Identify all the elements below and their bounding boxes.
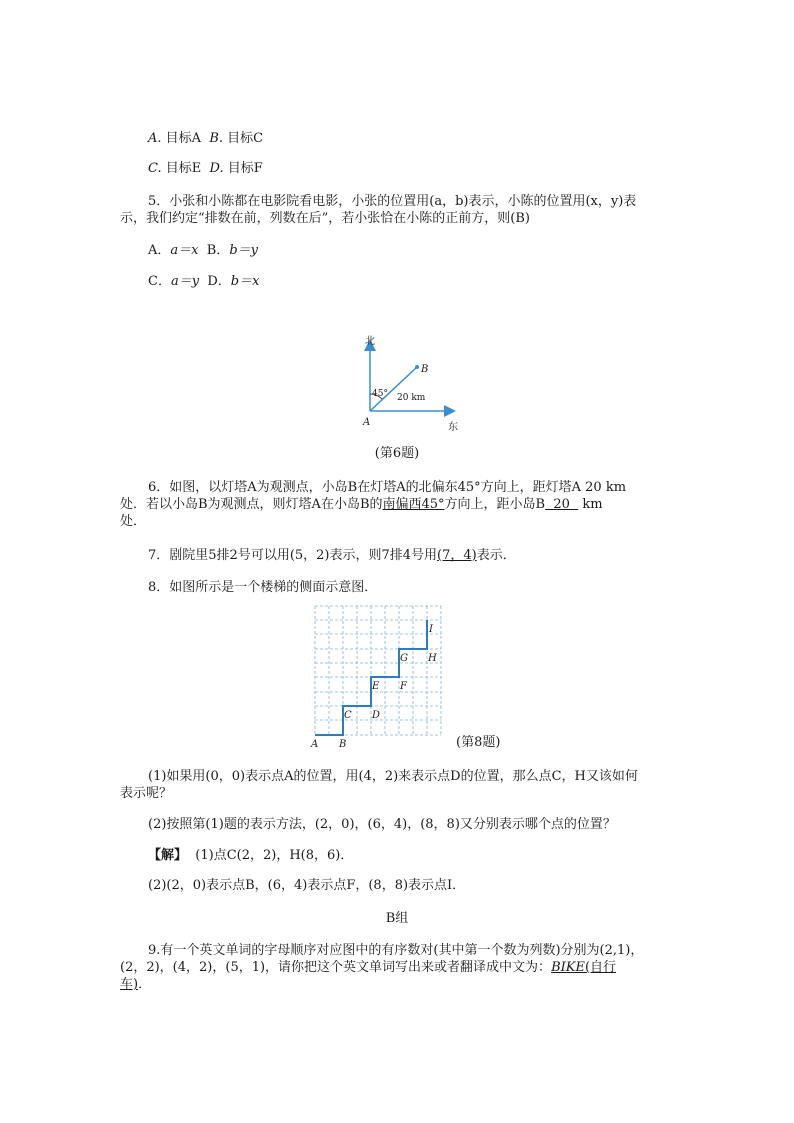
q8-sub2: (2)按照第(1)题的表示方法，(2，0)，(6，4)，(8，8)又分别表示哪个点的位置？ bbox=[148, 817, 616, 832]
point-f-label: F bbox=[400, 681, 407, 692]
north-label: 北 bbox=[365, 336, 375, 347]
q6-stem-line-2 bbox=[120, 497, 603, 513]
q9-answer-cn-2: 车) bbox=[120, 977, 139, 992]
point-g-label: G bbox=[400, 653, 408, 664]
q4-option-b-text: 目标C bbox=[227, 131, 264, 146]
q5-option-d-letter: D． bbox=[207, 274, 231, 289]
q6-unit: km bbox=[582, 497, 603, 512]
q5-option-c-letter: C． bbox=[148, 274, 171, 289]
q5-stem-line-1: 5．小张和小陈都在电影院看电影，小张的位置用(a，b)表示，小陈的位置用(x，y)表 bbox=[148, 194, 637, 209]
point-a-label: A bbox=[311, 739, 319, 750]
q5-option-c-expr: a＝y bbox=[170, 274, 200, 289]
q5-option-d-expr: b＝x bbox=[230, 274, 260, 289]
solution-part-1: (1)点C(2，2)，H(8，6)． bbox=[195, 848, 354, 863]
q8-stem: 8．如图所示是一个楼梯的侧面示意图． bbox=[148, 580, 378, 595]
point-a-label: A bbox=[363, 417, 371, 428]
point-b-label: B bbox=[421, 364, 429, 375]
q4-option-row-1 bbox=[148, 131, 263, 147]
q5-stem-line-2: 示，我们约定“排数在前，列数在后”，若小张恰在小陈的正前方，则(B) bbox=[120, 211, 530, 226]
q4-option-c-text: 目标E bbox=[165, 161, 202, 176]
point-b-dot bbox=[415, 365, 419, 369]
q9-stem-line-1: 9.有一个英文单词的字母顺序对应图中的有序数对(其中第一个数为列数)分别为(2,1)， bbox=[148, 943, 644, 958]
figure-6-caption: (第6题) bbox=[374, 446, 420, 461]
q5-options-row-1 bbox=[148, 243, 258, 259]
q5-option-a-letter: A． bbox=[148, 243, 171, 258]
point-b-label: B bbox=[339, 739, 347, 750]
solution-label: 【解】 bbox=[148, 848, 188, 863]
q5-options-row-2 bbox=[148, 274, 259, 290]
q4-option-d-text: 目标F bbox=[227, 161, 263, 176]
q9-stem-line-2 bbox=[120, 960, 616, 976]
point-h-label: H bbox=[428, 653, 437, 664]
figure-8-staircase-grid bbox=[305, 602, 455, 750]
q9-post: ． bbox=[138, 977, 152, 992]
group-b-heading: B组 bbox=[385, 911, 409, 926]
q5-option-a-expr: a＝x bbox=[170, 243, 199, 258]
point-d-label: D bbox=[372, 710, 381, 721]
q8-solution-line-2: (2)(2，0)表示点B，(6，4)表示点F，(8，8)表示点I． bbox=[148, 878, 466, 893]
q7-post: 表示． bbox=[476, 548, 516, 563]
q7-answer: (7，4) bbox=[437, 548, 477, 563]
figure-6-direction-diagram bbox=[355, 330, 465, 440]
figure-8-caption: (第8题) bbox=[456, 735, 501, 750]
q5-option-b-letter: B． bbox=[206, 243, 230, 258]
q4-option-a-letter: A. bbox=[148, 131, 162, 146]
point-c-label: C bbox=[344, 710, 352, 721]
q6-answer-distance bbox=[545, 497, 578, 512]
q6-stem-line-1: 6．如图，以灯塔A为观测点，小岛B在灯塔A的北偏东45°方向上，距灯塔A 20 km bbox=[148, 480, 627, 495]
q9-stem-line-3 bbox=[120, 977, 151, 993]
q6-stem-mid: 方向上，距小岛B bbox=[444, 497, 546, 512]
q7-stem bbox=[148, 548, 516, 564]
q6-stem-pre: 处．若以小岛B为观测点，则灯塔A在小岛B的 bbox=[120, 497, 383, 512]
q9-stem-pre: (2，2)，(4，2)，(5，1)，请你把这个英文单词写出来或者翻译成中文为： bbox=[120, 960, 552, 975]
q8-solution-line-1 bbox=[148, 848, 353, 864]
q4-option-c-letter: C. bbox=[148, 161, 162, 176]
east-label: 东 bbox=[448, 422, 458, 433]
q5-option-b-expr: b＝y bbox=[229, 243, 258, 258]
angle-label: 45° bbox=[372, 389, 388, 399]
distance-label: 20 km bbox=[397, 393, 426, 403]
q9-answer-cn-1: (自行 bbox=[584, 960, 617, 975]
q6-answer-direction: 南偏西45° bbox=[382, 497, 445, 512]
point-i-label: I bbox=[429, 624, 433, 635]
q4-option-row-2 bbox=[148, 161, 263, 177]
q9-answer-word: BIKE bbox=[551, 960, 585, 975]
q4-option-b-letter: B. bbox=[209, 131, 224, 146]
q4-option-a-text: 目标A bbox=[165, 131, 202, 146]
q6-stem-line-3: 处． bbox=[120, 514, 147, 529]
q7-text: 7．剧院里5排2号可以用(5，2)表示，则7排4号用 bbox=[148, 548, 438, 563]
point-e-label: E bbox=[372, 681, 380, 692]
q8-sub1-line-2: 表示呢？ bbox=[120, 786, 173, 801]
q6-answer-distance-value: 20 bbox=[553, 497, 570, 512]
q4-option-d-letter: D. bbox=[209, 161, 224, 176]
q8-sub1-line-1: (1)如果用(0，0)表示点A的位置，用(4，2)来表示点D的位置，那么点C，H又该如何 bbox=[148, 769, 638, 784]
